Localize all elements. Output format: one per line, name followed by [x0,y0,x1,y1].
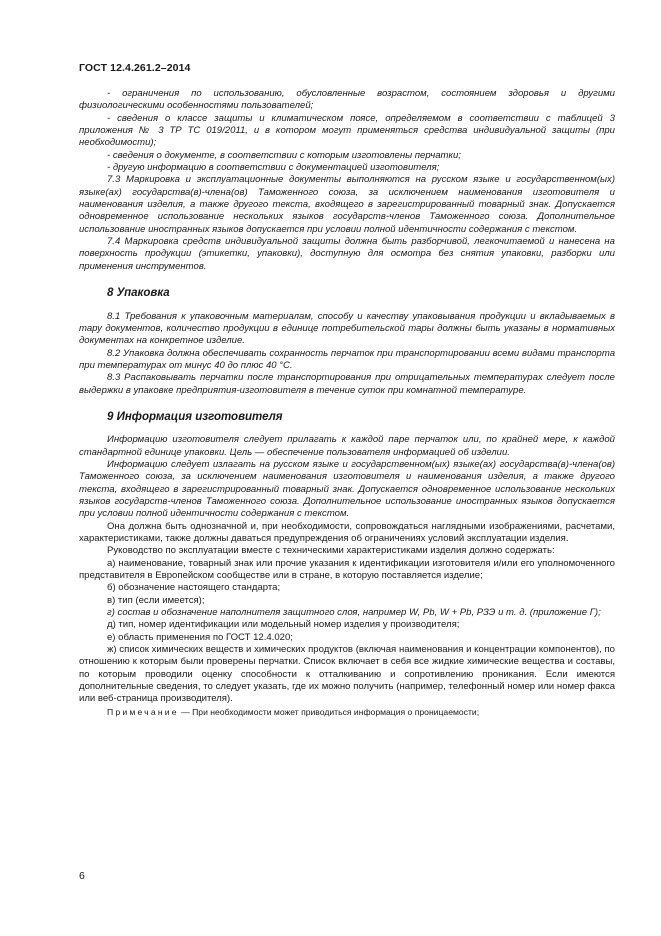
section-9-heading: 9 Информация изготовителя [107,410,283,423]
section-8-heading: 8 Упаковка [107,287,170,300]
list-item-d: д) тип, номер идентификации или модельный номер изделия у производителя; [107,619,460,631]
document-header: ГОСТ 12.4.261.2–2014 [79,62,191,74]
document-body [79,88,615,718]
intro-item-3: - сведения о документе, в соответствии с которым изготовлены перчатки; [107,149,461,161]
page-number: 6 [79,870,85,882]
intro-item-4: - другую информацию в соответствии с документацией изготовителя; [107,162,440,174]
list-item-b: б) обозначение настоящего стандарта; [107,582,281,594]
note-text: — При необходимости может приводиться информация о проницаемости; [178,706,480,717]
list-item-v: в) тип (если имеется); [107,594,205,606]
clause-8-2: 8.2 Упаковка должна обеспечивать сохранность перчаток при транспортировании всеми видами транспорта при температурах от минус 40 до плюс 40 °С. [79,347,615,371]
section-9-para-2: Информацию следует излагать на русском языке и государственном(ых) языке(ах) государства(в)-члена(ов) Таможенного союза, за исключением наименования изготовителя и наименования изделия, а также другого текста, входящего в зарегистрированный товарный знак. Допускается одновременное использование нескольких языков государств-членов Таможенного союза. Дополнительное использование иностранных языков допускается при условии полной идентичности содержания с текстом. [79,458,615,520]
clause-8-1: 8.1 Требования к упаковочным материалам, способу и качеству упаковывания продукции и вкладываемых в тару документов, количество продукции в единице потребительской тары должны быть указаны в нормативных документах на конкретное изделие. [79,310,615,347]
clause-7-4: 7.4 Маркировка средств индивидуальной защиты должна быть разборчивой, легкочитаемой и нанесена на поверхность продукции (этикетки, упаковки), доступную для осмотра без снятия упаковки, разборки или применения инструментов. [79,236,615,272]
intro-item-1: - ограничения по использованию, обусловленные возрастом, состоянием здоровья и другими физиологическими особенностями пользователей; [79,88,615,112]
clause-8-3: 8.3 Распаковывать перчатки после транспортирования при отрицательных температурах следует после выдержки в упаковке предприятия-изготовителя в течение суток при комнатной температуре. [79,372,615,396]
list-item-e: е) область применения по ГОСТ 12.4.020; [107,631,293,643]
note-label: Примечание [107,706,179,717]
intro-item-2: - сведения о классе защиты и климатическом поясе, определяемом в соответствии с таблицей 3 приложения № 3 ТР ТС 019/2011, и в котором могут применяться средства индивидуальной защиты (при необходимости); [79,112,615,149]
list-item-zh: ж) список химических веществ и химических продуктов (включая наименования и концентрации компонентов), по отношению к которым были проверены перчатки. Список включает в себя все жидкие химические вещества и составы, по которым проводили оценку способности к отталкиванию и сопротивлению проникания. Если имеются дополнительные сведения, то следует указать, где их можно получить (например, телефонный номер или номер факса или веб-страница производителя). [79,644,615,705]
list-item-g: г) состав и обозначение наполнителя защитного слоя, например W, Pb, W + Pb, РЗЭ и т. д. (приложение Г); [107,607,601,619]
clause-7-3: 7.3 Маркировка и эксплуатационные документы выполняются на русском языке и государственном(ых) языке(ах) государства(в)-члена(ов) Таможенного союза, за исключением наименования изготовителя и наименования изделия, а также другого текста, входящего в зарегистрированный товарный знак. Допускается одновременное использование нескольких языков государств-членов Таможенного союза. Дополнительное использование иностранных языков допускается при условии полной идентичности содержания с текстом. [79,174,615,235]
list-item-a: а) наименование, товарный знак или прочие указания к идентификации изготовителя и/или его уполномоченного представителя в Европейском сообществе или в стране, в которую поставляется изделие; [79,557,615,582]
note [79,706,615,718]
section-9-para-4: Руководство по эксплуатации вместе с техническими характеристиками изделия должно содержать: [107,545,555,557]
section-9-para-3: Она должна быть однозначной и, при необходимости, сопровождаться наглядными изображениями, расчетами, характеристиками, также должны даваться предупреждения об ограничениях условий эксплуатации изделия. [79,520,615,544]
section-9-para-1: Информацию изготовителя следует прилагать к каждой паре перчаток или, по крайней мере, к каждой стандартной единице упаковки. Цель — обеспечение пользователя информацией об изделии. [79,434,615,458]
